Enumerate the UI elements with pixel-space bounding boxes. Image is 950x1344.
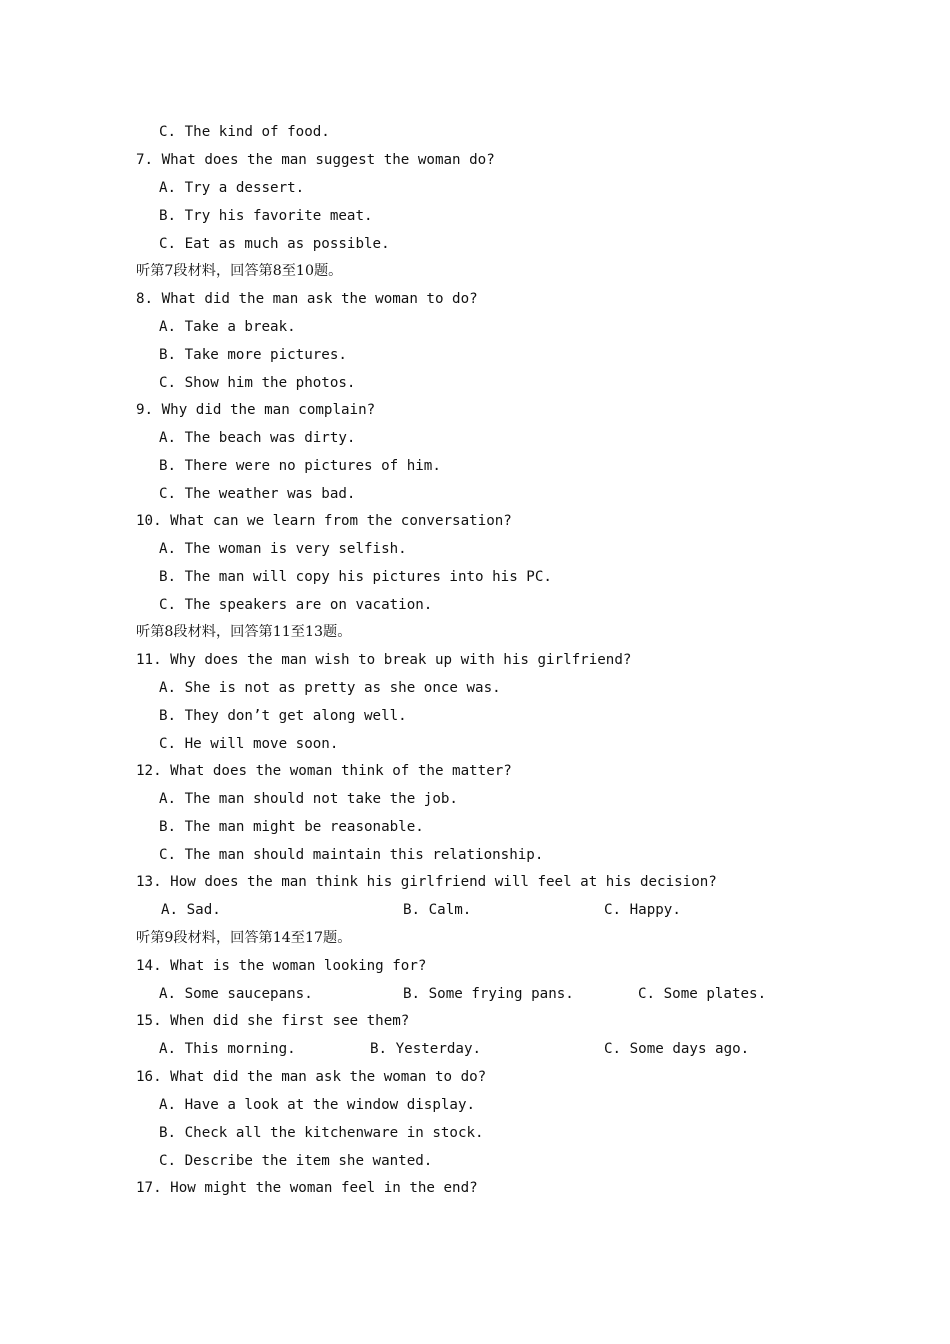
q15-option-b: B. Yesterday. [370,1041,482,1057]
q12-option-b: B. The man might be reasonable. [159,819,424,835]
q14-option-b: B. Some frying pans. [403,986,574,1002]
question-16: 16. What did the man ask the woman to do? [136,1069,487,1085]
q9-option-a: A. The beach was dirty. [159,430,356,446]
q13-option-b: B. Calm. [403,902,472,918]
q10-option-b: B. The man will copy his pictures into his PC. [159,569,552,585]
q11-option-a: A. She is not as pretty as she once was. [159,680,501,696]
question-7: 7. What does the man suggest the woman do? [136,152,495,168]
question-15: 15. When did she first see them? [136,1013,410,1029]
q15-option-c: C. Some days ago. [604,1041,750,1057]
q12-option-a: A. The man should not take the job. [159,791,458,807]
q10-option-c: C. The speakers are on vacation. [159,597,433,613]
section-heading-7: 听第7段材料，回答第8至10题。 [136,263,343,279]
question-14: 14. What is the woman looking for? [136,958,427,974]
q8-option-b: B. Take more pictures. [159,347,347,363]
q14-option-c: C. Some plates. [638,986,767,1002]
q10-option-a: A. The woman is very selfish. [159,541,407,557]
q16-option-c: C. Describe the item she wanted. [159,1153,433,1169]
q11-option-c: C. He will move soon. [159,736,339,752]
q9-option-b: B. There were no pictures of him. [159,458,441,474]
q9-option-c: C. The weather was bad. [159,486,356,502]
q13-option-a: A. Sad. [161,902,221,918]
q12-option-c: C. The man should maintain this relationship. [159,847,544,863]
q7-option-b: B. Try his favorite meat. [159,208,373,224]
q14-option-a: A. Some saucepans. [159,986,313,1002]
q16-option-a: A. Have a look at the window display. [159,1097,476,1113]
section-heading-8: 听第8段材料，回答第11至13题。 [136,624,352,640]
question-17: 17. How might the woman feel in the end? [136,1180,478,1196]
question-9: 9. Why did the man complain? [136,402,376,418]
question-8: 8. What did the man ask the woman to do? [136,291,478,307]
question-11: 11. Why does the man wish to break up with his girlfriend? [136,652,632,668]
q11-option-b: B. They don’t get along well. [159,708,407,724]
q16-option-b: B. Check all the kitchenware in stock. [159,1125,484,1141]
q15-option-a: A. This morning. [159,1041,296,1057]
question-13: 13. How does the man think his girlfriend will feel at his decision? [136,874,717,890]
q7-option-a: A. Try a dessert. [159,180,305,196]
q13-option-c: C. Happy. [604,902,681,918]
q8-option-c: C. Show him the photos. [159,375,356,391]
q6-option-c: C. The kind of food. [159,124,330,140]
q8-option-a: A. Take a break. [159,319,296,335]
section-heading-9: 听第9段材料，回答第14至17题。 [136,930,352,946]
question-10: 10. What can we learn from the conversation? [136,513,512,529]
q7-option-c: C. Eat as much as possible. [159,236,390,252]
question-12: 12. What does the woman think of the matter? [136,763,512,779]
